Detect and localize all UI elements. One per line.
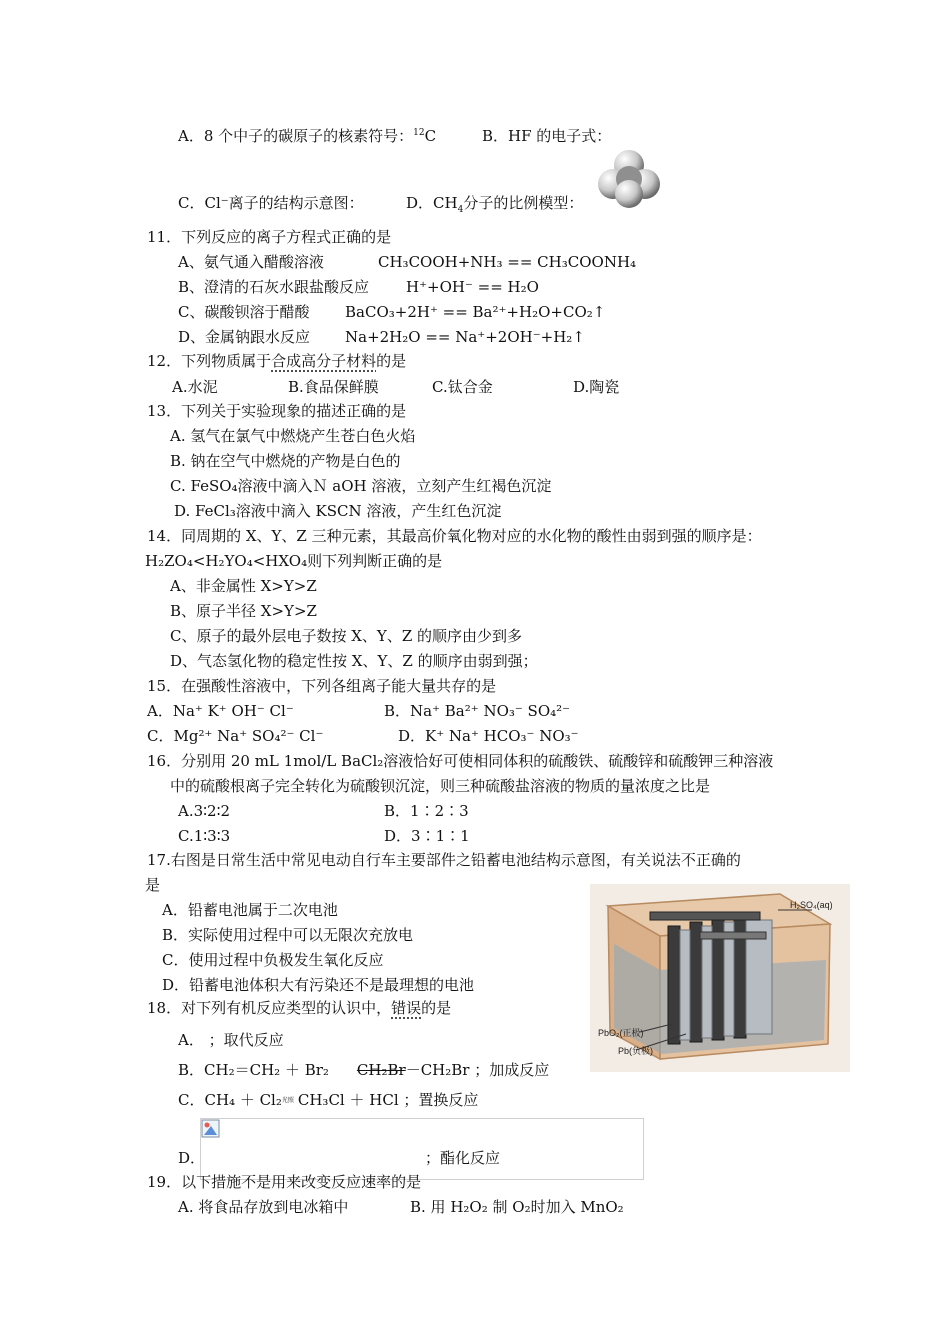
q16-option-c: C.1∶3∶3 xyxy=(178,827,231,845)
q17-option-c: C．使用过程中负极发生氧化反应 xyxy=(162,951,384,969)
q13-option-a: A. 氢气在氯气中燃烧产生苍白色火焰 xyxy=(170,427,416,445)
q14-option-d: D、气态氢化物的稳定性按 X、Y、Z 的顺序由弱到强； xyxy=(170,652,538,670)
label-pbo2-positive: PbO₂(正极) xyxy=(598,1028,644,1038)
q12-option-d: D.陶瓷 xyxy=(573,378,620,396)
q12-option-a: A.水泥 xyxy=(172,378,218,396)
ch4-space-filling-model-image xyxy=(597,148,661,210)
q15-option-d: D．K⁺ Na⁺ HCO₃⁻ NO₃⁻ xyxy=(398,727,579,745)
q11-equation-a: CH₃COOH+NH₃ == CH₃COONH₄ xyxy=(378,253,637,271)
q10-option-a: A．8 个中子的碳原子的核素符号：$^{12}$C xyxy=(178,127,437,145)
q18-option-d-label: D． xyxy=(178,1149,206,1167)
q16-stem-line2: 中的硫酸根离子完全转化为硫酸钡沉淀，则三种硫酸盐溶液的物质的量浓度之比是 xyxy=(170,777,711,795)
q18-option-d: ；酯化反应 xyxy=(425,1149,501,1167)
q16-option-b: B．1∶2∶3 xyxy=(384,802,469,820)
q18-option-a: A． ；取代反应 xyxy=(178,1031,284,1049)
q14-stem: 14．同周期的 X、Y、Z 三种元素，其最高价氧化物对应的水化物的酸性由弱到强的顺序是： xyxy=(147,527,762,545)
q11-option-b: B、澄清的石灰水跟盐酸反应 xyxy=(178,278,370,296)
q17-stem-line2: 是 xyxy=(145,876,161,894)
q11-equation-b: H⁺+OH⁻ == H₂O xyxy=(406,278,539,296)
q15-option-c: C．Mg²⁺ Na⁺ SO₄²⁻ Cl⁻ xyxy=(147,727,324,745)
q15-option-a: A．Na⁺ K⁺ OH⁻ Cl⁻ xyxy=(147,702,294,720)
q17-option-d: D．铅蓄电池体积大有污染还不是最理想的电池 xyxy=(162,976,475,994)
q11-equation-c: BaCO₃+2H⁺ == Ba²⁺+H₂O+CO₂↑ xyxy=(345,303,606,321)
q10-option-d: D．$CH_4$分子的比例模型： xyxy=(406,194,584,215)
q18-option-b: B．CH₂＝CH₂ ＋ Br₂ CH₂Br－CH₂Br ；加成反应 xyxy=(178,1061,550,1079)
q19-stem: 19．以下措施不是用来改变反应速率的是 xyxy=(147,1173,422,1191)
q17-option-b: B．实际使用过程中可以无限次充放电 xyxy=(162,926,414,944)
label-h2so4: H₂SO₄(aq) xyxy=(790,900,833,910)
q13-option-d: D. FeCl₃溶液中滴入 KSCN 溶液，产生红色沉淀 xyxy=(174,502,502,520)
q14-option-a: A、非金属性 X>Y>Z xyxy=(170,577,317,595)
q13-option-c: C. FeSO₄溶液中滴入Ｎ aOH 溶液，立刻产生红褐色沉淀 xyxy=(170,477,552,495)
q10-option-c: C．Cl⁻离子的结构示意图： xyxy=(178,194,364,212)
label-pb-negative: Pb(负极) xyxy=(618,1046,654,1056)
q12-stem: 12．下列物质属于合成高分子材料的是 xyxy=(147,352,407,370)
light-condition-label: 光照 xyxy=(281,1097,294,1104)
q18-option-c: C．CH₄ ＋ Cl₂光照 CH₃Cl ＋ HCl ；置换反应 xyxy=(178,1091,479,1109)
q19-option-b: B. 用 H₂O₂ 制 O₂时加入 MnO₂ xyxy=(410,1198,624,1216)
q18-option-d-image-frame xyxy=(200,1118,644,1180)
q12-option-c: C.钛合金 xyxy=(432,378,493,396)
q17-stem: 17.右图是日常生活中常见电动自行车主要部件之铅蓄电池结构示意图，有关说法不正确的 xyxy=(147,851,741,869)
q11-option-c: C、碳酸钡溶于醋酸 xyxy=(178,303,310,321)
q14-option-c: C、原子的最外层电子数按 X、Y、Z 的顺序由少到多 xyxy=(170,627,523,645)
q15-stem: 15．在强酸性溶液中，下列各组离子能大量共存的是 xyxy=(147,677,497,695)
q14-option-b: B、原子半径 X>Y>Z xyxy=(170,602,317,620)
q11-option-d: D、金属钠跟水反应 xyxy=(178,328,311,346)
lead-acid-battery-figure xyxy=(590,884,850,1072)
q13-stem: 13．下列关于实验现象的描述正确的是 xyxy=(147,402,407,420)
q19-option-a: A. 将食品存放到电冰箱中 xyxy=(178,1198,349,1216)
q16-option-a: A.3∶2∶2 xyxy=(178,802,231,820)
q13-option-b: B. 钠在空气中燃烧的产物是白色的 xyxy=(170,452,401,470)
q11-option-a: A、氨气通入醋酸溶液 xyxy=(178,253,324,271)
q10-option-b: B．HF 的电子式： xyxy=(482,127,612,145)
q14-stem-line2: H₂ZO₄<H₂YO₄<HXO₄则下列判断正确的是 xyxy=(145,552,443,570)
q15-option-b: B．Na⁺ Ba²⁺ NO₃⁻ SO₄²⁻ xyxy=(384,702,571,720)
q11-equation-d: Na+2H₂O == Na⁺+2OH⁻+H₂↑ xyxy=(345,328,585,346)
q12-option-b: B.食品保鲜膜 xyxy=(288,378,379,396)
q16-stem: 16．分别用 20 mL 1mol/L BaCl₂溶液恰好可使相同体积的硫酸铁、硫酸锌和硫酸钾三种溶液 xyxy=(147,752,774,770)
broken-image-icon xyxy=(201,1119,221,1139)
q17-option-a: A．铅蓄电池属于二次电池 xyxy=(162,901,338,919)
q16-option-d: D．3∶1∶1 xyxy=(384,827,470,845)
q18-stem: 18．对下列有机反应类型的认识中，错误的是 xyxy=(147,999,452,1017)
q11-stem: 11．下列反应的离子方程式正确的是 xyxy=(147,228,392,246)
